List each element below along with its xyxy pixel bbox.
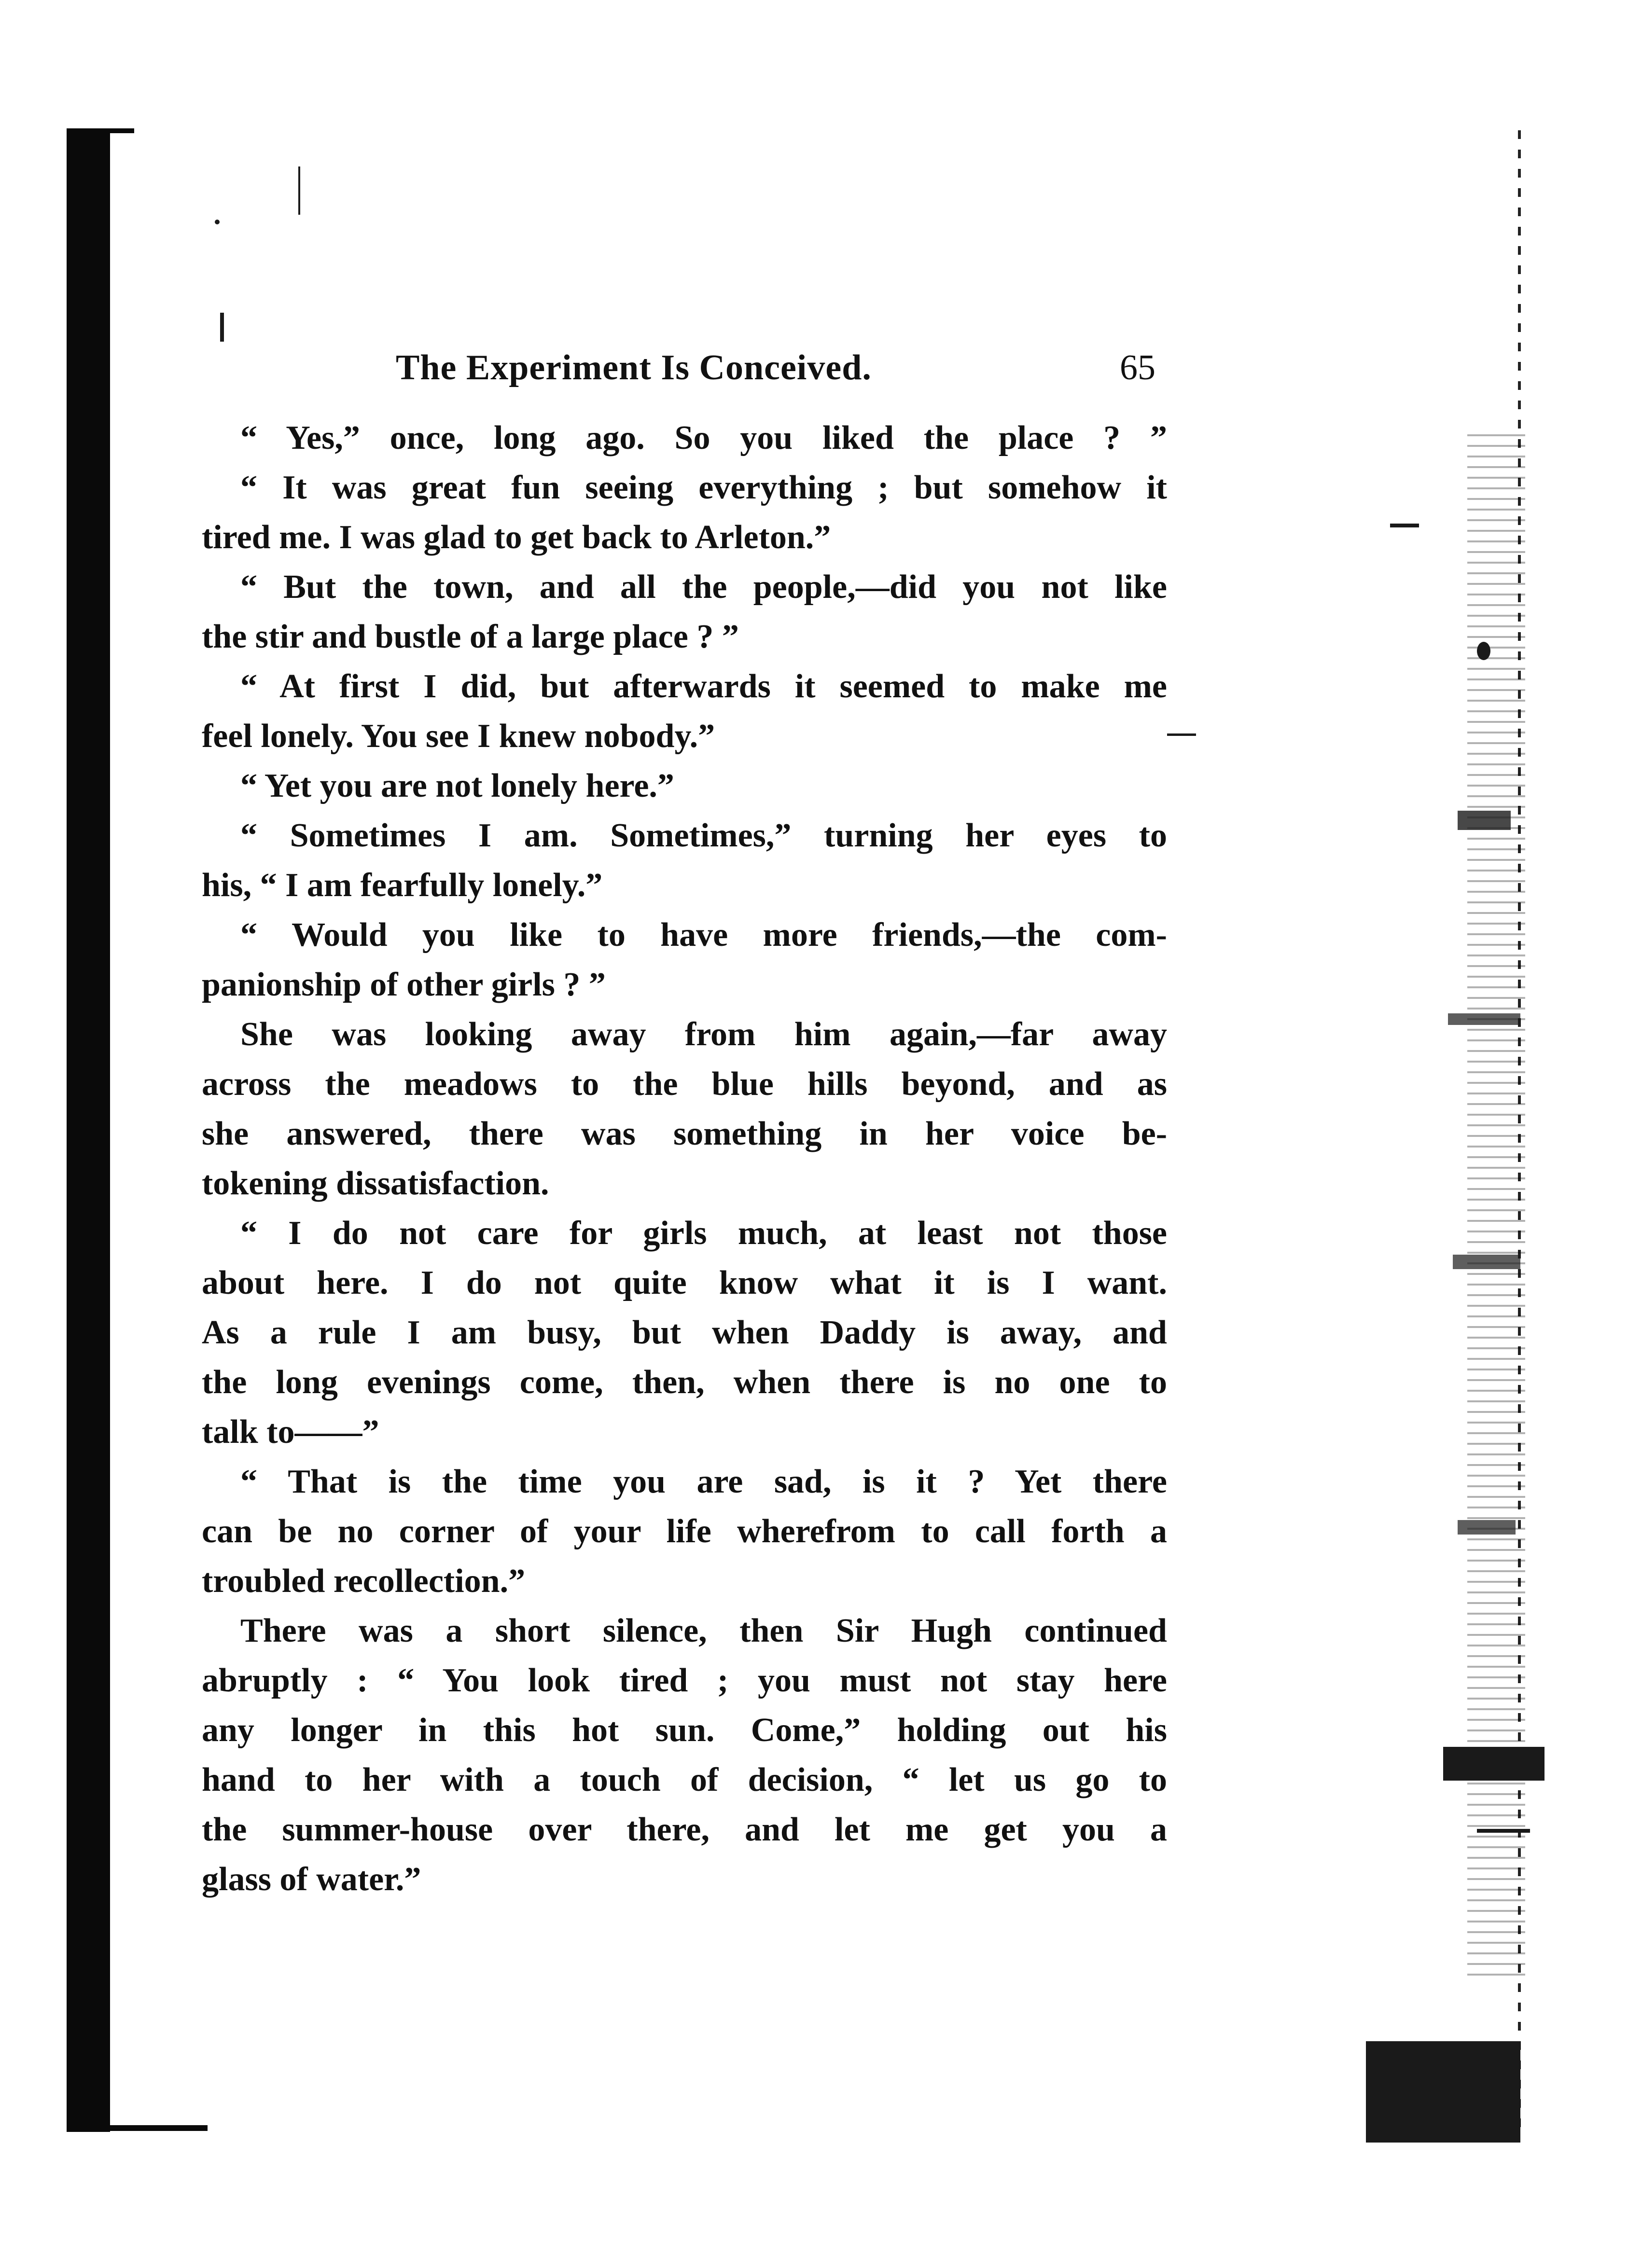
text-line: “ Sometimes I am. Sometimes,” turning her eyes to [240,817,1167,854]
text-line: feel lonely. You see I knew nobody.” [202,718,715,755]
scan-blot [1366,2041,1520,2143]
scan-mark [220,313,224,342]
scan-blot [1448,1013,1520,1025]
text-line: “ It was great fun seeing everything ; but somehow it [240,469,1167,506]
text-line: tokening dissatisfaction. [202,1165,549,1202]
page-number: 65 [1120,348,1155,387]
text-line: across the meadows to the blue hills beyond, and as [202,1065,1167,1103]
scan-blot [1453,1255,1520,1269]
text-line: abruptly : “ You look tired ; you must not stay here [202,1662,1167,1699]
text-line: “ I do not care for girls much, at least not those [240,1215,1167,1252]
scan-dash [1477,1829,1530,1833]
text-line: the stir and bustle of a large place ? ” [202,618,739,655]
scan-blot [1458,811,1511,830]
text-line: “ Would you like to have more friends,—the com- [240,916,1167,954]
scan-mark [298,166,300,215]
text-line: “ At first I did, but afterwards it seemed to make me [240,668,1167,705]
text-line: As a rule I am busy, but when Daddy is away, and [202,1314,1167,1351]
text-line: troubled recollection.” [202,1563,526,1600]
text-line: his, “ I am fearfully lonely.” [202,867,603,904]
text-line: tired me. I was glad to get back to Arleton.” [202,519,831,556]
text-line: the long evenings come, then, when there is no one to [202,1364,1167,1401]
text-line: “ Yes,” once, long ago. So you liked the place ? ” [240,419,1167,456]
text-line: can be no corner of your life wherefrom to call forth a [202,1513,1167,1550]
text-line: “ But the town, and all the people,—did you not like [240,568,1167,606]
text-line: panionship of other girls ? ” [202,966,606,1003]
text-line: “ Yet you are not lonely here.” [240,767,674,804]
text-line: “ That is the time you are sad, is it ? Yet there [240,1463,1167,1500]
running-head [396,347,1168,401]
scan-blot [1477,642,1490,660]
binding-edge-top [67,128,134,133]
scan-blot [1458,1520,1516,1535]
text-line: talk to——” [202,1413,379,1451]
text-line: the summer-house over there, and let me get you a [202,1811,1167,1848]
scan-dash [1390,524,1419,527]
scan-dot [215,220,220,224]
chapter-title: The Experiment Is Conceived. [396,348,872,387]
text-line: any longer in this hot sun. Come,” holding out his [202,1712,1167,1749]
scan-dash [1167,733,1196,736]
binding-edge-bottom [97,2125,208,2131]
text-line: There was a short silence, then Sir Hugh continued [240,1612,1167,1649]
binding-edge [67,129,110,2132]
text-line: glass of water.” [202,1861,421,1898]
text-line: She was looking away from him again,—far away [240,1016,1167,1053]
text-line: about here. I do not quite know what it is I want. [202,1264,1167,1301]
scan-blot [1443,1747,1545,1781]
text-line: hand to her with a touch of decision, “ let us go to [202,1761,1167,1798]
text-line: she answered, there was something in her voice be- [202,1115,1167,1152]
